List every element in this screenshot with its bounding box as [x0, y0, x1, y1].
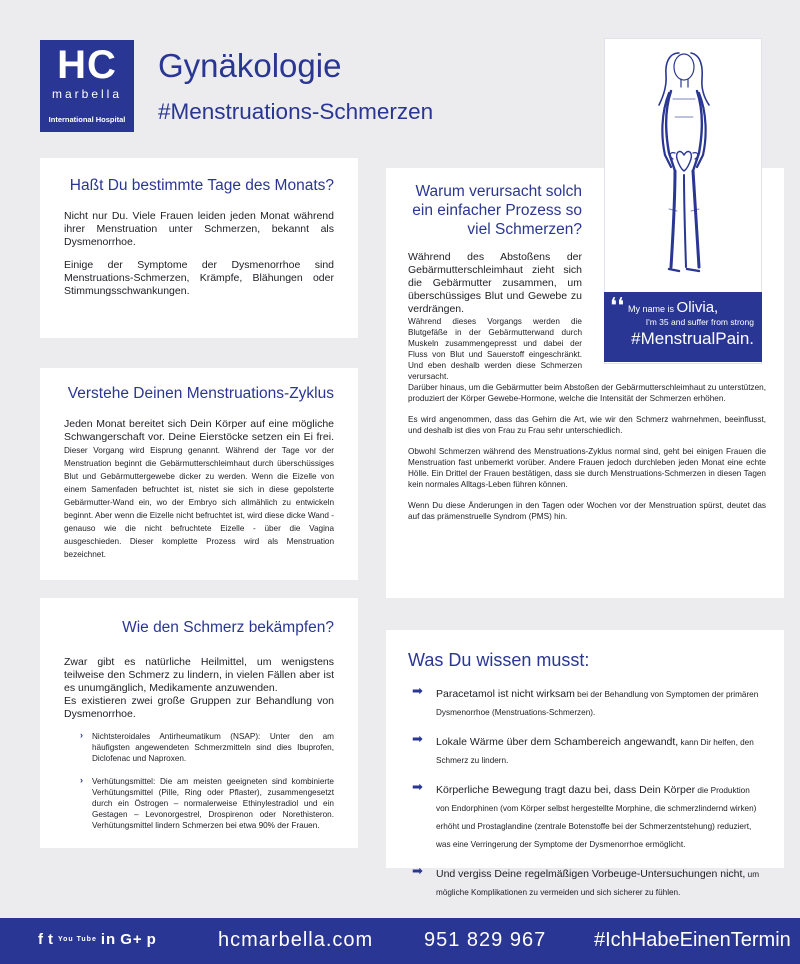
- linkedin-icon[interactable]: in: [100, 931, 117, 948]
- twitter-icon[interactable]: t: [48, 931, 54, 948]
- chevron-right-icon: ›: [80, 730, 83, 740]
- section-fight-heading: Wie den Schmerz bekämpfen?: [122, 619, 334, 636]
- section-cycle-heading: Verstehe Deinen Menstruations-Zyklus: [67, 385, 334, 402]
- section-cycle: [40, 368, 358, 580]
- section-why-paragraph-3: Es wird angenommen, dass das Gehirn die Art, wie wir den Schmerz wahrnehmen, beeinflusst, und deshalb ist dies von Frau zu Frau sehr unterschiedlich.: [408, 415, 766, 435]
- facebook-icon[interactable]: f: [38, 931, 44, 948]
- olivia-name: Olivia,: [676, 299, 719, 316]
- woman-figure-icon: [605, 39, 763, 293]
- treatment-item-1: Nichtsteroidales Antirheumatikum (NSAP): Unter den am häufigsten angewendeten Schmerzmitteln sind dies Ibuprofen, Diclofenac und Naproxen.: [92, 732, 334, 763]
- olivia-quote: [604, 292, 762, 362]
- footer: [0, 918, 800, 964]
- treatment-list: [64, 731, 334, 831]
- section-fight: [40, 598, 358, 848]
- section-why-lead: Während des Abstoßens der Gebärmutterschleimhaut zieht sich die Gebärmutter zusammen, um überschüssiges Blut und Gewebe zu verdrängen.: [408, 251, 582, 315]
- google-plus-icon[interactable]: G+: [120, 931, 143, 948]
- section-days-paragraph-2: Einige der Symptome der Dysmenorrhoe sind Menstruations-Schmerzen, Krämpfe, Blähungen oder Stimmungsschwankungen.: [64, 259, 334, 297]
- hc-marbella-logo: [40, 40, 134, 132]
- section-why-paragraph-4: Obwohl Schmerzen während des Menstruations-Zyklus normal sind, geht bei einigen Frauen die Menstruation fast unbemerkt vorüber. Andere Frauen jedoch durchleben jeden Monat eine echte Hölle. Ein Drittel der Frauen bestätigen, dass sie durch Menstruations-Schmerzen in diesen Tagen kein normales Alltags-Leben führen können.: [408, 447, 766, 489]
- section-know: [386, 630, 784, 897]
- tip-2-lead: Lokale Wärme über dem Schambereich angewandt,: [436, 736, 679, 748]
- list-item: [408, 780, 764, 852]
- page-title: Gynäkologie: [158, 47, 342, 84]
- logo-hospital: International Hospital: [48, 115, 126, 124]
- olivia-line-2: I'm 35 and suffer from strong: [645, 317, 754, 327]
- arrow-right-icon: ➡: [412, 731, 423, 746]
- chevron-right-icon: ›: [80, 775, 83, 785]
- section-days-heading: Haßt Du bestimmte Tage des Monats?: [69, 177, 334, 194]
- section-know-heading: Was Du wissen musst:: [408, 650, 590, 670]
- tip-1-lead: Paracetamol ist nicht wirksam: [436, 688, 575, 700]
- tip-2-rest: kann Dir helfen, den Schmerz zu lindern.: [436, 738, 754, 765]
- arrow-right-icon: ➡: [412, 863, 423, 878]
- section-why-lead-rest: Während dieses Vorgangs werden die Blutgefäße in der Gebärmutterwand durch Muskeln zusammengepresst und dabei der Fluss von Blut und Sauerstoff eingeschränkt. Und eben deshalb werden diese Schmerzen verursacht.: [408, 317, 582, 381]
- olivia-intro: My name is: [628, 304, 675, 314]
- footer-hashtag: #IchHabeEinenTermin: [594, 929, 791, 951]
- treatment-item-2: Verhütungsmittel: Die am meisten geeigneten sind kombinierte Verhütungsmittel (Pille, Ring oder Pflaster), zusammengesetzt durch ein Östrogen – normalerweise Ethinylestradiol und ein Gestagen – Levonorgestrel, Drospirenon oder Norethisteron. Verhütungsmittel lindern Schmerzen bei etwa 90% der Frauen.: [92, 777, 334, 830]
- section-cycle-text: [64, 418, 334, 561]
- logo-city: marbella: [51, 87, 123, 101]
- section-cycle-lead: Jeden Monat bereitet sich Dein Körper auf eine mögliche Schwangerschaft vor. Deine Eierstöcke setzen ein Ei frei.: [64, 418, 334, 443]
- section-fight-paragraph-2: Es existieren zwei große Gruppen zur Behandlung von Dysmenorrhoe.: [64, 695, 334, 720]
- section-why-paragraph-5: Wenn Du diese Änderungen in den Tagen oder Wochen vor der Menstruation spürst, deutet das auf das prämenstruelle Syndrom (PMS) hin.: [408, 501, 766, 521]
- social-links: [38, 931, 157, 948]
- phone-number[interactable]: 951 829 967: [424, 929, 547, 951]
- arrow-right-icon: ➡: [412, 683, 423, 698]
- tip-4-lead: Und vergiss Deine regelmäßigen Vorbeuge-Untersuchungen nicht,: [436, 868, 746, 880]
- list-item: [408, 732, 764, 768]
- section-days-paragraph-1: Nicht nur Du. Viele Frauen leiden jeden Monat während ihrer Menstruation unter Schmerzen, bekannt als Dysmenorrhoe.: [64, 210, 334, 248]
- list-item: [82, 731, 334, 764]
- website-link[interactable]: hcmarbella.com: [218, 929, 374, 951]
- quote-mark-icon: ❛❛: [610, 294, 625, 319]
- list-item: [408, 864, 764, 900]
- tip-3-rest: die Produktion von Endorphinen (vom Körper selbst hergestellte Morphine, die schmerzlindernd wirken) erhöht und Prostaglandine (zentrale Botenstoffe bei der Schmerzentstehung) reduziert, was eine Verringerung der Symptome der Dysmenorrhoe ermöglicht.: [436, 786, 757, 849]
- section-fight-paragraph-1: Zwar gibt es natürliche Heilmittel, um wenigstens teilweise den Schmerz zu lindern, in vielen Fällen aber ist es unumgänglich, Medikamente anzuwenden.: [64, 656, 334, 694]
- list-item: [408, 684, 764, 720]
- section-cycle-rest: Dieser Vorgang wird Eisprung genannt. Während der Tage vor der Menstruation beginnt die Gebärmutterschleimhaut durch überschüssiges Blut und Gebärmuttergewebe dicker zu werden. Wenn die Eizelle von einem Samenfaden befruchtet ist, nistet sie sich in diese gepolsterte Gebärmutter-Wand ein, wo der Embryo sich allmählich zu entwickeln beginnt. Aber wenn die Eizelle nicht befruchtet ist, wird diese dicke Wand - genauso wie die nicht befruchtete Eizelle - über die Vagina ausgeschieden. Dieser komplette Prozess wird als Menstruation bezeichnet.: [64, 446, 334, 559]
- section-why-heading: Warum verursacht solch ein einfacher Prozess so viel Schmerzen?: [412, 183, 582, 238]
- section-why-paragraph-2: Darüber hinaus, um die Gebärmutter beim Abstoßen der Gebärmutterschleimhaut zu unterstützen, produziert der Körper Gewebe-Hormone, welche die Intensität der Schmerzen erhöhen.: [408, 383, 766, 403]
- tip-1-rest: bei der Behandlung von Symptomen der primären Dysmenorrhoe (Menstruations-Schmerzen).: [436, 690, 759, 717]
- section-days: [40, 158, 358, 338]
- list-item: [82, 776, 334, 831]
- youtube-icon[interactable]: You Tube: [58, 935, 97, 943]
- page-subtitle: #Menstruations-Schmerzen: [158, 99, 434, 124]
- tip-3-lead: Körperliche Bewegung tragt dazu bei, dass Dein Körper: [436, 784, 696, 796]
- olivia-hashtag: #MenstrualPain.: [631, 329, 754, 348]
- pinterest-icon[interactable]: p: [146, 931, 157, 948]
- logo-initials: HC: [57, 43, 117, 87]
- tip-4-rest: um mögliche Komplikationen zu vermeiden und sich sicherer zu fühlen.: [436, 870, 760, 897]
- arrow-right-icon: ➡: [412, 779, 423, 794]
